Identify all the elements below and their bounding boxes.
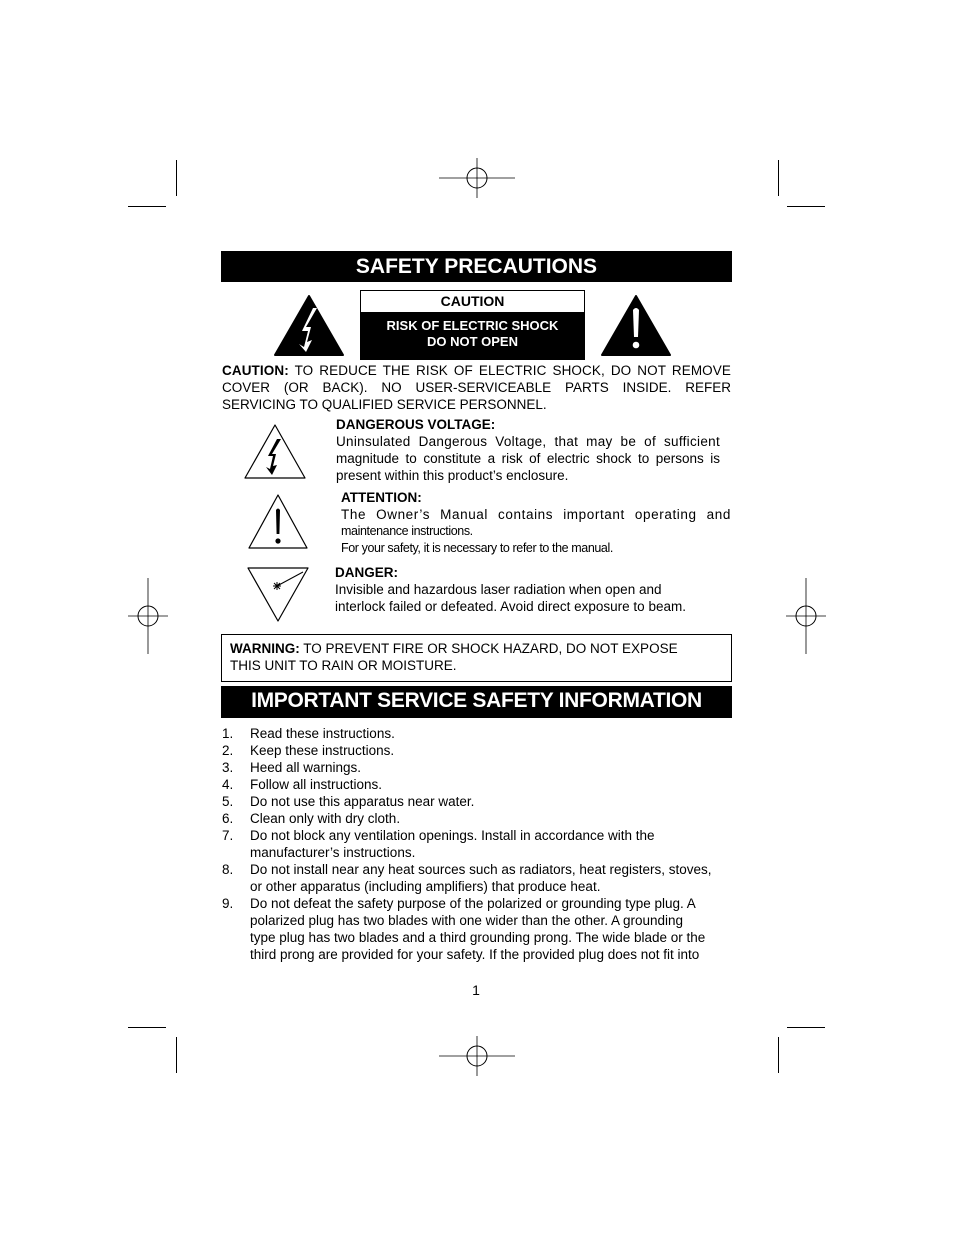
crop-mark xyxy=(128,1027,166,1028)
crop-mark xyxy=(778,1037,779,1073)
danger-title: DANGER: xyxy=(335,565,398,580)
caution-line: SERVICING TO QUALIFIED SERVICE PERSONNEL. xyxy=(222,397,547,412)
danger-block xyxy=(335,564,731,615)
warning-line: THIS UNIT TO RAIN OR MOISTURE. xyxy=(230,658,457,673)
crop-mark xyxy=(787,1027,825,1028)
crosshair-icon xyxy=(439,158,515,198)
attention-line: maintenance instructions. xyxy=(341,524,473,538)
list-item: 5. Do not use this apparatus near water. xyxy=(222,794,475,809)
warning-label: WARNING: xyxy=(230,641,300,656)
list-item: 8. Do not install near any heat sources such as radiators, heat registers, stoves, or other apparatus (including amplifiers) that produce heat. xyxy=(222,862,712,894)
attention-line: For your safety, it is necessary to refer to the manual. xyxy=(341,541,613,555)
caution-paragraph xyxy=(222,362,731,413)
crosshair-icon xyxy=(786,578,826,654)
danger-line: interlock failed or defeated. Avoid direct exposure to beam. xyxy=(335,599,686,614)
list-item: 7. Do not block any ventilation openings. Install in accordance with the manufacturer’s instructions. xyxy=(222,828,655,860)
crop-mark xyxy=(176,160,177,196)
dangerous-voltage-line: Uninsulated Dangerous Voltage, that may be of sufficient xyxy=(336,434,720,449)
crosshair-icon xyxy=(128,578,168,654)
crop-mark xyxy=(128,206,166,207)
caution-label-title: CAUTION xyxy=(440,293,505,309)
caution-label-box xyxy=(360,290,585,360)
dangerous-voltage-block xyxy=(336,416,720,484)
lightning-warning-icon xyxy=(273,294,345,357)
list-item: 3. Heed all warnings. xyxy=(222,760,362,775)
dangerous-voltage-title: DANGEROUS VOLTAGE: xyxy=(336,417,496,432)
service-instructions-list xyxy=(221,725,732,963)
warning-box xyxy=(221,634,732,682)
caution-label-line: DO NOT OPEN xyxy=(426,334,518,349)
warning-line: TO PREVENT FIRE OR SHOCK HAZARD, DO NOT EXPOSE xyxy=(299,641,678,656)
list-item: 4. Follow all instructions. xyxy=(222,777,383,792)
crop-mark xyxy=(787,206,825,207)
page-number: 1 xyxy=(472,982,480,998)
caution-line: TO REDUCE THE RISK OF ELECTRIC SHOCK, DO NOT REMOVE xyxy=(288,363,731,378)
list-item: 6. Clean only with dry cloth. xyxy=(222,811,401,826)
laser-radiation-icon xyxy=(246,566,310,623)
section-title-safety: SAFETY PRECAUTIONS xyxy=(221,251,732,282)
crop-mark xyxy=(176,1037,177,1073)
attention-title: ATTENTION: xyxy=(341,490,422,505)
dangerous-voltage-line: present within this product’s enclosure. xyxy=(336,468,569,483)
lightning-warning-icon xyxy=(243,423,307,480)
caution-line: COVER (OR BACK). NO USER-SERVICEABLE PARTS INSIDE. REFER xyxy=(222,380,731,395)
exclamation-warning-icon xyxy=(247,493,309,550)
attention-line: The Owner’s Manual contains important operating and xyxy=(341,507,731,522)
caution-label-body xyxy=(361,312,584,359)
danger-line: Invisible and hazardous laser radiation when open and xyxy=(335,582,662,597)
list-item: 1. Read these instructions. xyxy=(222,726,395,741)
crosshair-icon xyxy=(439,1036,515,1076)
crop-mark xyxy=(778,160,779,196)
section-title-service: IMPORTANT SERVICE SAFETY INFORMATION xyxy=(221,686,732,718)
list-item: 2. Keep these instructions. xyxy=(222,743,395,758)
caution-label: CAUTION: xyxy=(222,363,289,378)
list-item: 9. Do not defeat the safety purpose of the polarized or grounding type plug. A polarized plug has two blades with one wider than the other. A grounding type plug has two blades and a third grounding prong. The wide blade or the third prong are provided for your safety. If the provided plug does not fit into xyxy=(222,896,706,962)
dangerous-voltage-line: magnitude to constitute a risk of electric shock to persons is xyxy=(336,451,720,466)
attention-block xyxy=(341,489,731,557)
caution-label-line: RISK OF ELECTRIC SHOCK xyxy=(386,318,559,333)
exclamation-warning-icon xyxy=(600,294,672,357)
